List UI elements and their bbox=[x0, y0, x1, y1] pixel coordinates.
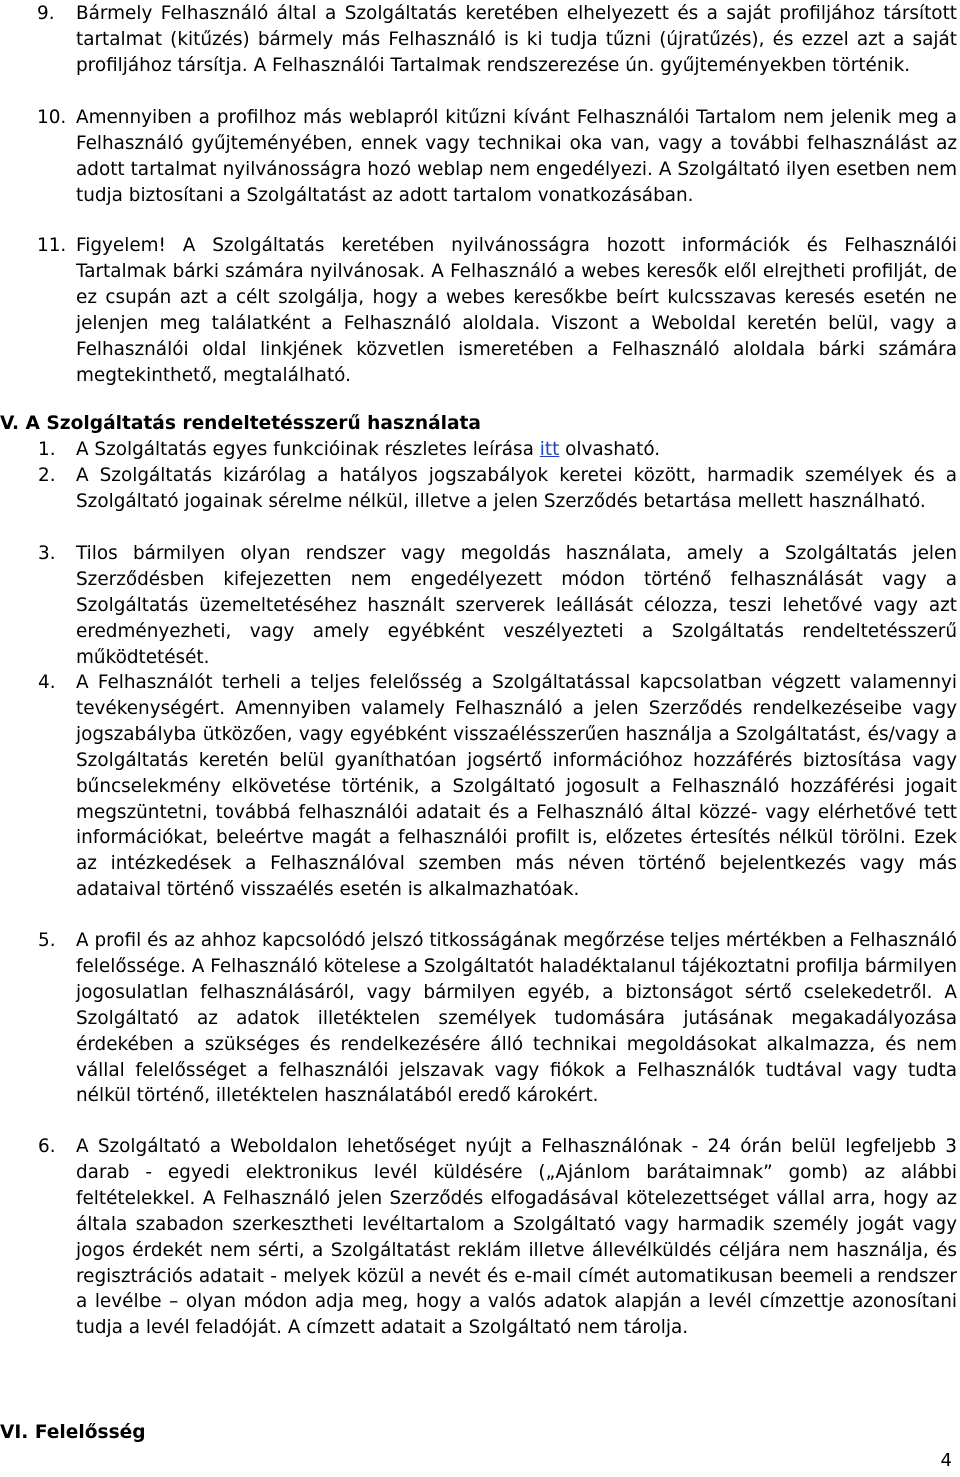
item-text: Amennyiben a profilhoz más weblapról kitűzni kívánt Felhasználói Tartalom nem jelenik meg a Felhasználó gyűjteményében, ennek vagy technikai oka van, vagy a további felhasználást az adott tartalmat nyilvánosságra hozó weblap nem engedélyezi. A Szolgáltató ilyen esetben nem tudja biztosítani a Szolgáltatást az adott tartalom vonatkozásában. bbox=[76, 107, 957, 206]
description-link[interactable]: itt bbox=[539, 439, 560, 460]
item-number: 1. bbox=[38, 439, 56, 460]
item-text: A profil és az ahhoz kapcsolódó jelszó titkosságának megőrzése teljes mértékben a Felhasználó felelőssége. A Felhasználó kötelese a Szolgáltatót haladéktalanul tájékoztatni profilja bármilyen jogosulatlan felhasználásáról, vagy bármilyen egyéb, a biztonságot sértő cselekedetről. A Szolgáltató az adatok illetéktelen személyek tudomására jutásának megakadályozása érdekében a szükséges és rendelkezésére álló technikai megoldásokat alkalmazza, és nem vállal felelősséget a felhasználói jelszavak vagy fiókok a Felhasználók tudtával vagy tudta nélkül történő, illetéktelen használatából eredő károkért. bbox=[76, 930, 957, 1107]
section-heading-vi: VI. Felelősség bbox=[0, 1422, 146, 1443]
list-item-11 bbox=[0, 233, 960, 388]
list-item-10 bbox=[0, 105, 960, 209]
item-text: A Felhasználót terheli a teljes felelősség a Szolgáltatással kapcsolatban végzett valamennyi tevékenységért. Amennyiben valamely Felhasználó a jelen Szerződés rendelkezéseibe vagy jogszabályba ütközően, vagy egyébként visszaélésszerűen használja a Szolgáltatást, és/vagy a Szolgáltatás keretén belül gyaníthatóan jogsértő információhoz hozzáférés biztosítása vagy bűncselekmény elkövetése történik, a Szolgáltató jogosult a Felhasználó hozzáférési jogait megszüntetni, továbbá felhasználói adatait és a Felhasználó által közzé- vagy elérhetővé tett információkat, beleértve magát a felhasználói profilt is, előzetes értesítés nélkül törölni. Ezek az intézkedések a Felhasználóval szemben más néven történő bejelentkezés vagy más adataival történő visszaélés esetén is alkalmazhatóak. bbox=[76, 672, 957, 901]
item-number: 10. bbox=[37, 107, 67, 128]
page-number: 4 bbox=[940, 1450, 952, 1471]
item-number: 3. bbox=[38, 543, 56, 564]
item-text: A Szolgáltató a Weboldalon lehetőséget nyújt a Felhasználónak - 24 órán belül legfeljebb 3 darab - egyedi elektronikus levél küldésére („Ajánlom barátaimnak” gomb) az alábbi feltételekkel. A Felhasználó jelen Szerződés elfogadásával kötelezettséget vállal arra, hogy az általa szabadon szerkesztheti levéltartalom a Szolgáltató vagy harmadik személy jogát vagy jogos érdekét nem sérti, a Szolgáltatást reklám illetve állevélküldés céljára nem használja, és regisztrációs adatait - melyek közül a nevét és e-mail címét automatikusan beemeli a rendszer a levélbe – olyan módon adja meg, hogy a valós adatok alapján a levél címzettje azonosítani tudja a levél feladóját. A címzett adatait a Szolgáltató nem tárolja. bbox=[76, 1136, 957, 1339]
item-number: 9. bbox=[37, 3, 55, 24]
list-item-v3 bbox=[0, 541, 960, 671]
list-item-v4 bbox=[0, 670, 960, 903]
item-number: 11. bbox=[37, 235, 67, 256]
list-item-v5 bbox=[0, 928, 960, 1109]
item-text-before-link: A Szolgáltatás egyes funkcióinak részletes leírása bbox=[76, 439, 540, 460]
item-text: Bármely Felhasználó által a Szolgáltatás keretében elhelyezett és a saját profiljához társított tartalmat (kitűzés) bármely más Felhasználó is ki tudja tűzni (újratűzés), és ezzel azt a saját profiljához társítja. A Felhasználói Tartalmak rendszerezése ún. gyűjteményekben történik. bbox=[76, 3, 957, 76]
item-number: 2. bbox=[38, 465, 56, 486]
item-number: 4. bbox=[38, 672, 56, 693]
list-item-9 bbox=[0, 1, 960, 79]
list-item-v2 bbox=[0, 463, 960, 515]
list-item-v6 bbox=[0, 1134, 960, 1341]
item-text bbox=[76, 437, 957, 463]
item-number: 6. bbox=[38, 1136, 56, 1157]
item-text: Figyelem! A Szolgáltatás keretében nyilvánosságra hozott információk és Felhasználói Tartalmak bárki számára nyilvánosak. A Felhasználó a webes keresők elől elrejtheti profilját, de ez csupán azt a célt szolgálja, hogy a webes keresőkbe beírt kulcsszavas keresés esetén ne jelenjen meg találatként a Felhasználó aloldala. Viszont a Weboldal keretén belül, vagy a Felhasználói oldal linkjének közvetlen ismeretében a Felhasználó aloldala bárki számára megtekinthető, megtalálható. bbox=[76, 235, 957, 386]
item-text-after-link: olvasható. bbox=[559, 439, 661, 460]
item-text: Tilos bármilyen olyan rendszer vagy megoldás használata, amely a Szolgáltatás jelen Szerződésben kifejezetten nem engedélyezett módon történő felhasználását vagy a Szolgáltatás üzemeltetéséhez használt szerverek leállását célozza, teszi lehetővé vagy azt eredményezheti, vagy amely egyébként veszélyezteti a Szolgáltatás rendeltetésszerű működtetését. bbox=[76, 543, 957, 668]
item-text: A Szolgáltatás kizárólag a hatályos jogszabályok keretei között, harmadik személyek és a Szolgáltató jogainak sérelme nélkül, illetve a jelen Szerződés betartása mellett használható. bbox=[76, 465, 957, 512]
section-heading-v: V. A Szolgáltatás rendeltetésszerű használata bbox=[0, 413, 481, 434]
list-item-v1 bbox=[0, 437, 960, 463]
item-number: 5. bbox=[38, 930, 56, 951]
